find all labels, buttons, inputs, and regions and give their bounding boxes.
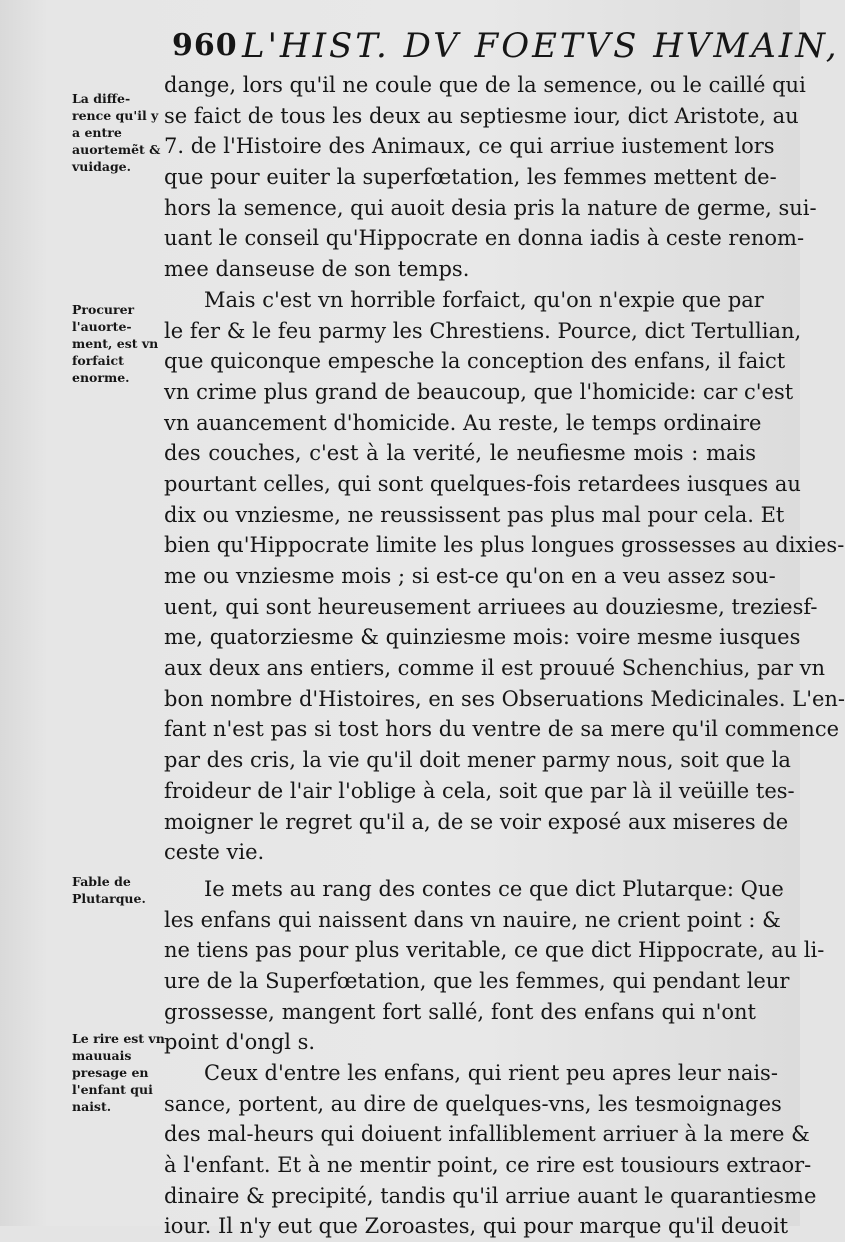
text-line: dinaire & precipité, tandis qu'il arriue auant le quarantiesme xyxy=(164,1183,817,1208)
text-line: ure de la Superfœtation, que les femmes, qui pendant leur xyxy=(164,968,790,993)
text-line: à l'enfant. Et à ne mentir point, ce rire est tousiours extraor- xyxy=(164,1153,812,1178)
text-line: fant n'est pas si tost hors du ventre de sa mere qu'il commence xyxy=(164,717,840,742)
text-line: que pour euiter la superfœtation, les femmes mettent de- xyxy=(164,165,777,190)
text-line: les enfans qui naissent dans vn nauire, ne crient point : & xyxy=(164,907,781,932)
text-line: Ie mets au rang des contes ce que dict Plutarque: Que xyxy=(204,876,784,901)
text-line: ne tiens pas pour plus veritable, ce que dict Hippocrate, au li- xyxy=(164,938,825,963)
text-line: ceste vie. xyxy=(164,840,265,865)
text-line: uant le conseil qu'Hippocrate en donna iadis à ceste renom- xyxy=(164,226,805,251)
running-head xyxy=(172,24,840,74)
text-line: se faict de tous les deux au septiesme iour, dict Aristote, au xyxy=(164,103,799,128)
text-line: le fer & le feu parmy les Chrestiens. Pource, dict Tertullian, xyxy=(164,318,802,343)
text-line: bon nombre d'Histoires, en ses Obseruations Medicinales. L'en- xyxy=(164,686,845,711)
text-line: me, quatorziesme & quinziesme mois: voire mesme iusques xyxy=(164,625,801,650)
text-line: uent, qui sont heureusement arriuees au douziesme, treziesf- xyxy=(164,594,818,619)
text-line: grossesse, mangent fort sallé, font des enfans qui n'ont xyxy=(164,999,756,1024)
text-line: vn auancement d'homicide. Au reste, le temps ordinaire xyxy=(164,410,762,435)
margin-note-fable: Fable de Plutarque. xyxy=(72,874,146,906)
text-line: pourtant celles, qui sont quelques-fois retardees iusques au xyxy=(164,471,801,496)
text-line: bien qu'Hippocrate limite les plus longues grossesses au dixies- xyxy=(164,533,845,558)
text-line: mee danseuse de son temps. xyxy=(164,257,470,282)
margin-note-laughter: Le rire est vn mauuais presage en l'enfant qui naist. xyxy=(72,1031,165,1114)
text-line: moigner le regret qu'il a, de se voir exposé aux miseres de xyxy=(164,809,789,834)
margin-note-difference: La diffe- rence qu'il y a entre auortemẽt & vuidage. xyxy=(72,91,161,174)
text-line: iour. Il n'y eut que Zoroastes, qui pour marque qu'il deuoit xyxy=(164,1214,789,1239)
text-line: dix ou vnziesme, ne reussissent pas plus mal pour cela. Et xyxy=(164,502,785,527)
text-line: par des cris, la vie qu'il doit mener parmy nous, soit que la xyxy=(164,748,791,773)
running-title: L'HIST. DV FOETVS HVMAIN, xyxy=(242,26,840,66)
text-line: sance, portent, au dire de quelques-vns, les tesmoignages xyxy=(164,1091,782,1116)
text-line: des couches, c'est à la verité, le neufiesme mois : mais xyxy=(164,441,756,466)
text-line: vn crime plus grand de beaucoup, que l'homicide: car c'est xyxy=(164,379,794,404)
text-line: dange, lors qu'il ne coule que de la semence, ou le caillé qui xyxy=(164,73,806,97)
text-line: Mais c'est vn horrible forfaict, qu'on n'expie que par xyxy=(204,287,764,312)
body-text xyxy=(164,70,845,1242)
margin-note-abortion: Procurer l'auorte- ment, est vn forfaict enorme. xyxy=(72,302,159,385)
text-line: que quiconque empesche la conception des enfans, il faict xyxy=(164,349,786,374)
text-line: froideur de l'air l'oblige à cela, soit que par là il veüille tes- xyxy=(164,778,795,803)
text-line: des mal-heurs qui doiuent infalliblement arriuer à la mere & xyxy=(164,1122,810,1147)
text-line: me ou vnziesme mois ; si est-ce qu'on en a veu assez sou- xyxy=(164,564,776,588)
text-line: point d'ongl s. xyxy=(164,1030,316,1055)
text-line: hors la semence, qui auoit desia pris la nature de germe, sui- xyxy=(164,195,817,220)
page-number: 960 xyxy=(172,28,238,63)
text-line: aux deux ans entiers, comme il est prouué Schenchius, par vn xyxy=(164,656,826,681)
text-line: 7. de l'Histoire des Animaux, ce qui arriue iustement lors xyxy=(164,134,775,159)
text-line: Ceux d'entre les enfans, qui rient peu apres leur nais- xyxy=(204,1061,778,1085)
